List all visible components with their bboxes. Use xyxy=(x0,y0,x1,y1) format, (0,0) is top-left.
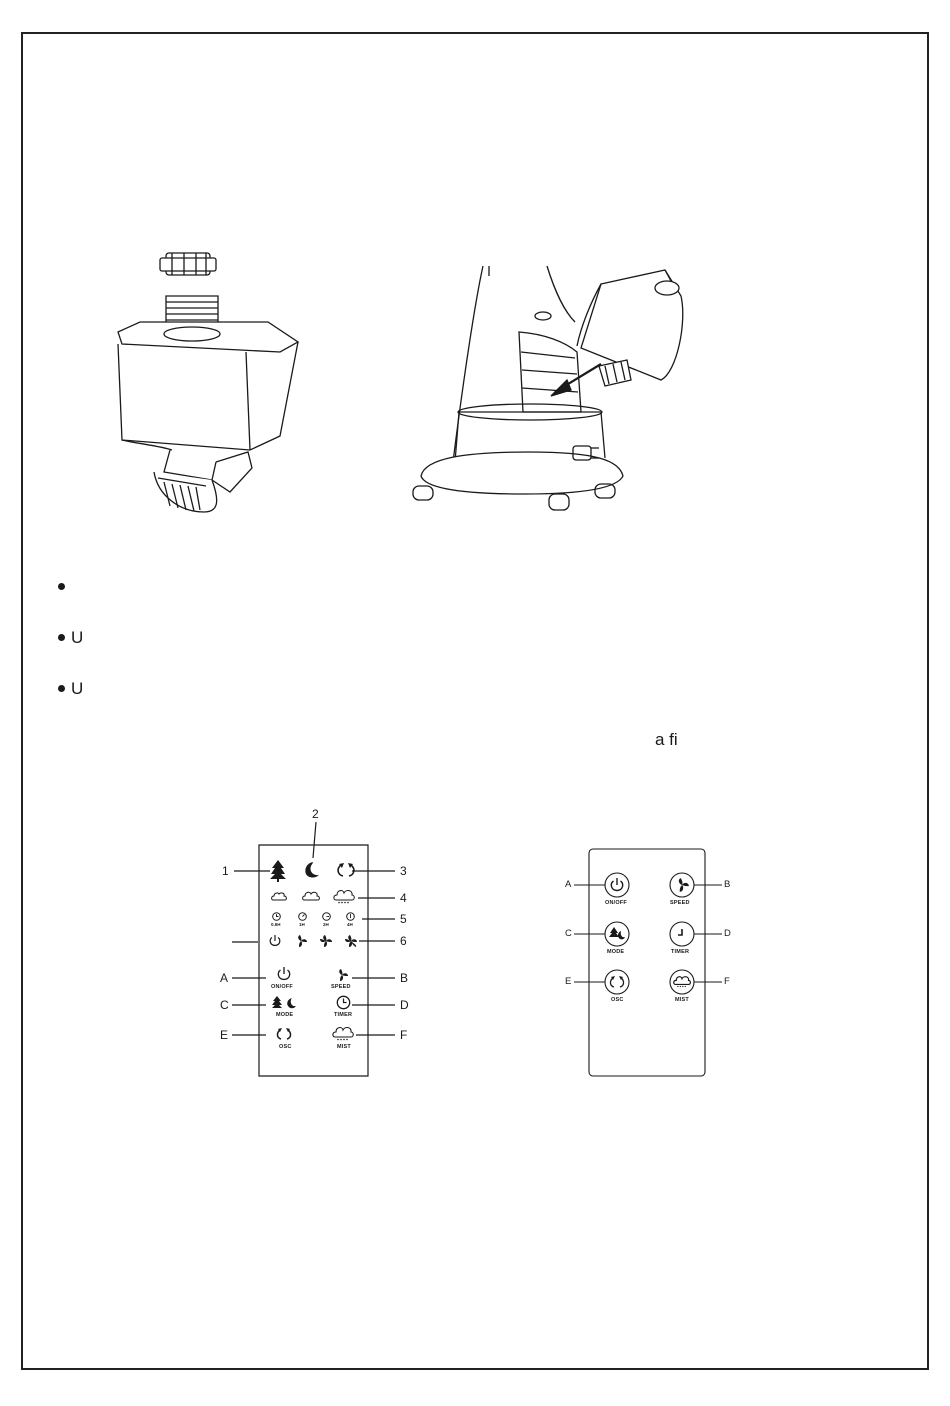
remote1-osc-label[interactable]: OSC xyxy=(279,1044,292,1050)
remote2-osc-label: OSC xyxy=(611,997,624,1003)
callout-B: B xyxy=(400,971,409,985)
timer-icon[interactable] xyxy=(675,927,689,941)
timer-label: 1H xyxy=(299,922,305,927)
remote2-mode-label: MODE xyxy=(607,949,625,955)
remote1-mode-label[interactable]: MODE xyxy=(276,1012,294,1018)
callout-C: C xyxy=(565,928,572,939)
callout-F: F xyxy=(724,976,730,987)
callout-1: 1 xyxy=(222,864,229,878)
callout-E: E xyxy=(565,976,572,987)
callout-E: E xyxy=(220,1028,229,1042)
oscillate-icon[interactable] xyxy=(609,975,625,989)
remote2-onoff-label: ON/OFF xyxy=(605,900,627,906)
callout-D: D xyxy=(400,998,409,1012)
remote1-mist-label[interactable]: MIST xyxy=(337,1044,351,1050)
callout-A: A xyxy=(565,879,572,890)
fan-icon[interactable] xyxy=(674,877,690,893)
bullet-text: U xyxy=(71,679,84,698)
mist-cloud-icon[interactable] xyxy=(673,975,691,989)
callout-D: D xyxy=(724,928,731,939)
callout-C: C xyxy=(220,998,229,1012)
remote2-timer-label: TIMER xyxy=(671,949,690,955)
mode-icon[interactable] xyxy=(609,926,625,942)
callout-5: 5 xyxy=(400,912,407,926)
remote1-onoff-label[interactable]: ON/OFF xyxy=(271,984,293,990)
bullet-text: U xyxy=(71,628,84,647)
callout-B: B xyxy=(724,879,731,890)
remote2-mist-label: MIST xyxy=(675,997,689,1003)
timer-label: 4H xyxy=(347,922,353,927)
remote1-timer-label[interactable]: TIMER xyxy=(334,1012,353,1018)
callout-2: 2 xyxy=(312,807,319,821)
callout-3: 3 xyxy=(400,864,407,878)
remote2-speed-label: SPEED xyxy=(670,900,690,906)
remote1-speed-label[interactable]: SPEED xyxy=(331,984,351,990)
callout-A: A xyxy=(220,971,229,985)
callout-F: F xyxy=(400,1028,408,1042)
power-icon[interactable] xyxy=(609,877,625,893)
callout-6: 6 xyxy=(400,934,407,948)
timer-label: 2H xyxy=(323,922,329,927)
text-fragment: a fi xyxy=(655,730,678,749)
timer-label: 0.5H xyxy=(271,922,281,927)
callout-4: 4 xyxy=(400,891,407,905)
